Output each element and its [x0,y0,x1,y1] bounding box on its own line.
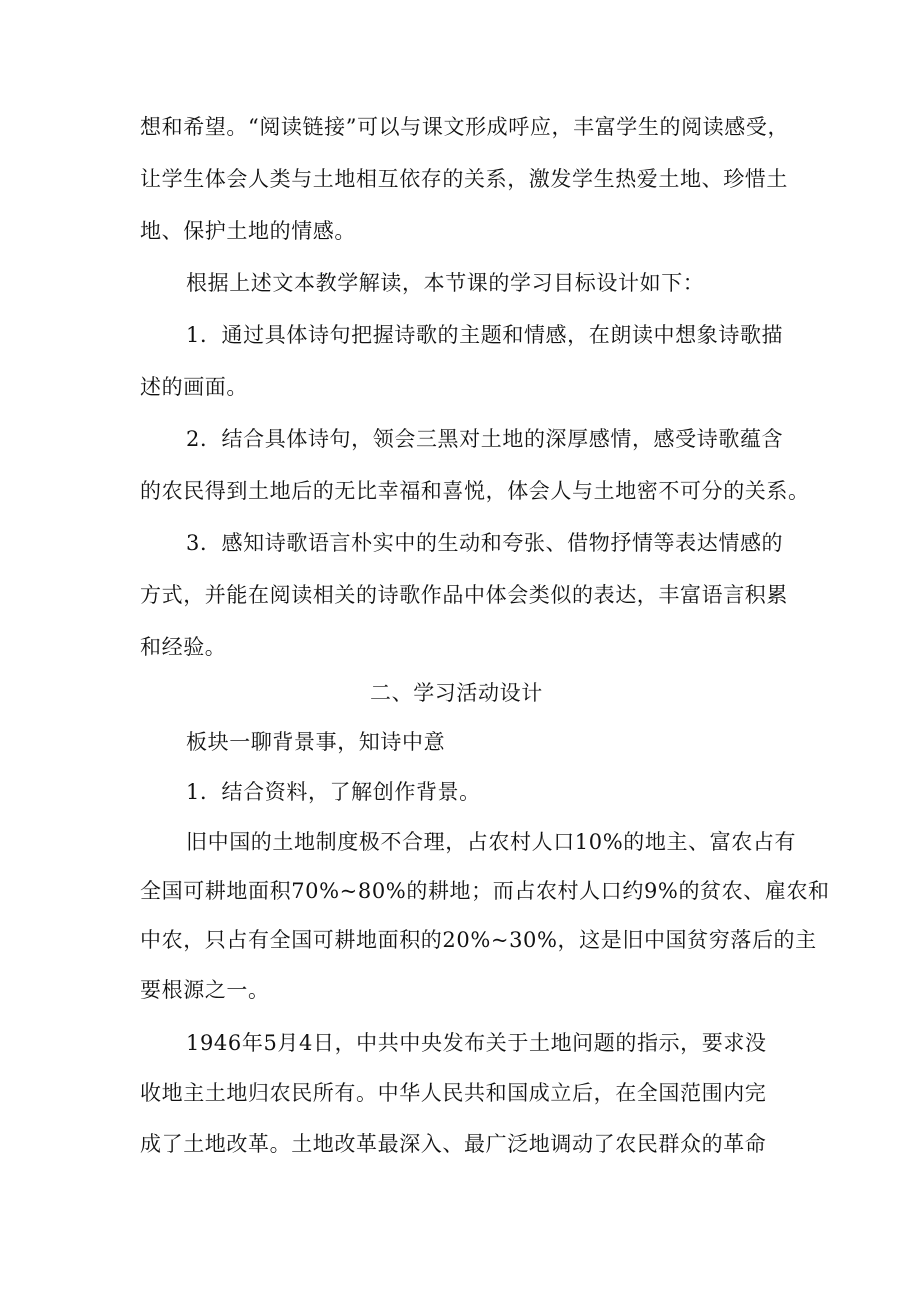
list-item: 1．通过具体诗句把握诗歌的主题和情感，在朗读中想象诗歌描 [186,323,784,347]
text-line: 和经验。 [140,635,227,659]
list-item: 1．结合资料，了解创作背景。 [186,780,481,804]
text-line: 想和希望。“阅读链接”可以与课文形成呼应，丰富学生的阅读感受， [140,115,790,139]
text-line: 要根源之一。 [140,978,270,1002]
text-line: 收地主土地归农民所有。中华人民共和国成立后，在全国范围内完 [140,1081,767,1105]
text-line: 方式，并能在阅读相关的诗歌作品中体会类似的表达，丰富语言积累 [140,583,788,607]
list-item: 2．结合具体诗句，领会三黑对土地的深厚感情，感受诗歌蕴含 [186,427,784,451]
text-line: 地、保护土地的情感。 [140,219,356,243]
text-line: 中农，只占有全国可耕地面积的20%~30%，这是旧中国贫穷落后的主 [140,928,817,952]
text-line: 的农民得到土地后的无比幸福和喜悦，体会人与土地密不可分的关系。 [140,479,810,503]
text-line: 成了土地改革。土地改革最深入、最广泛地调动了农民群众的革命 [140,1132,767,1156]
text-line: 旧中国的土地制度极不合理，占农村人口10%的地主、富农占有 [186,830,797,854]
text-line: 让学生体会人类与土地相互依存的关系，激发学生热爱土地、珍惜土 [140,167,788,191]
text-line: 全国可耕地面积70%~80%的耕地；而占农村人口约9%的贫农、雇农和 [140,879,830,903]
text-line: 述的画面。 [140,375,248,399]
list-item: 3．感知诗歌语言朴实中的生动和夸张、借物抒情等表达情感的 [186,531,784,555]
text-line: 1946年5月4日，中共中央发布关于土地问题的指示，要求没 [186,1031,767,1055]
section-heading: 二、学习活动设计 [370,681,543,705]
subsection-heading: 板块一聊背景事，知诗中意 [186,730,446,754]
text-line: 根据上述文本教学解读，本节课的学习目标设计如下： [186,271,705,295]
